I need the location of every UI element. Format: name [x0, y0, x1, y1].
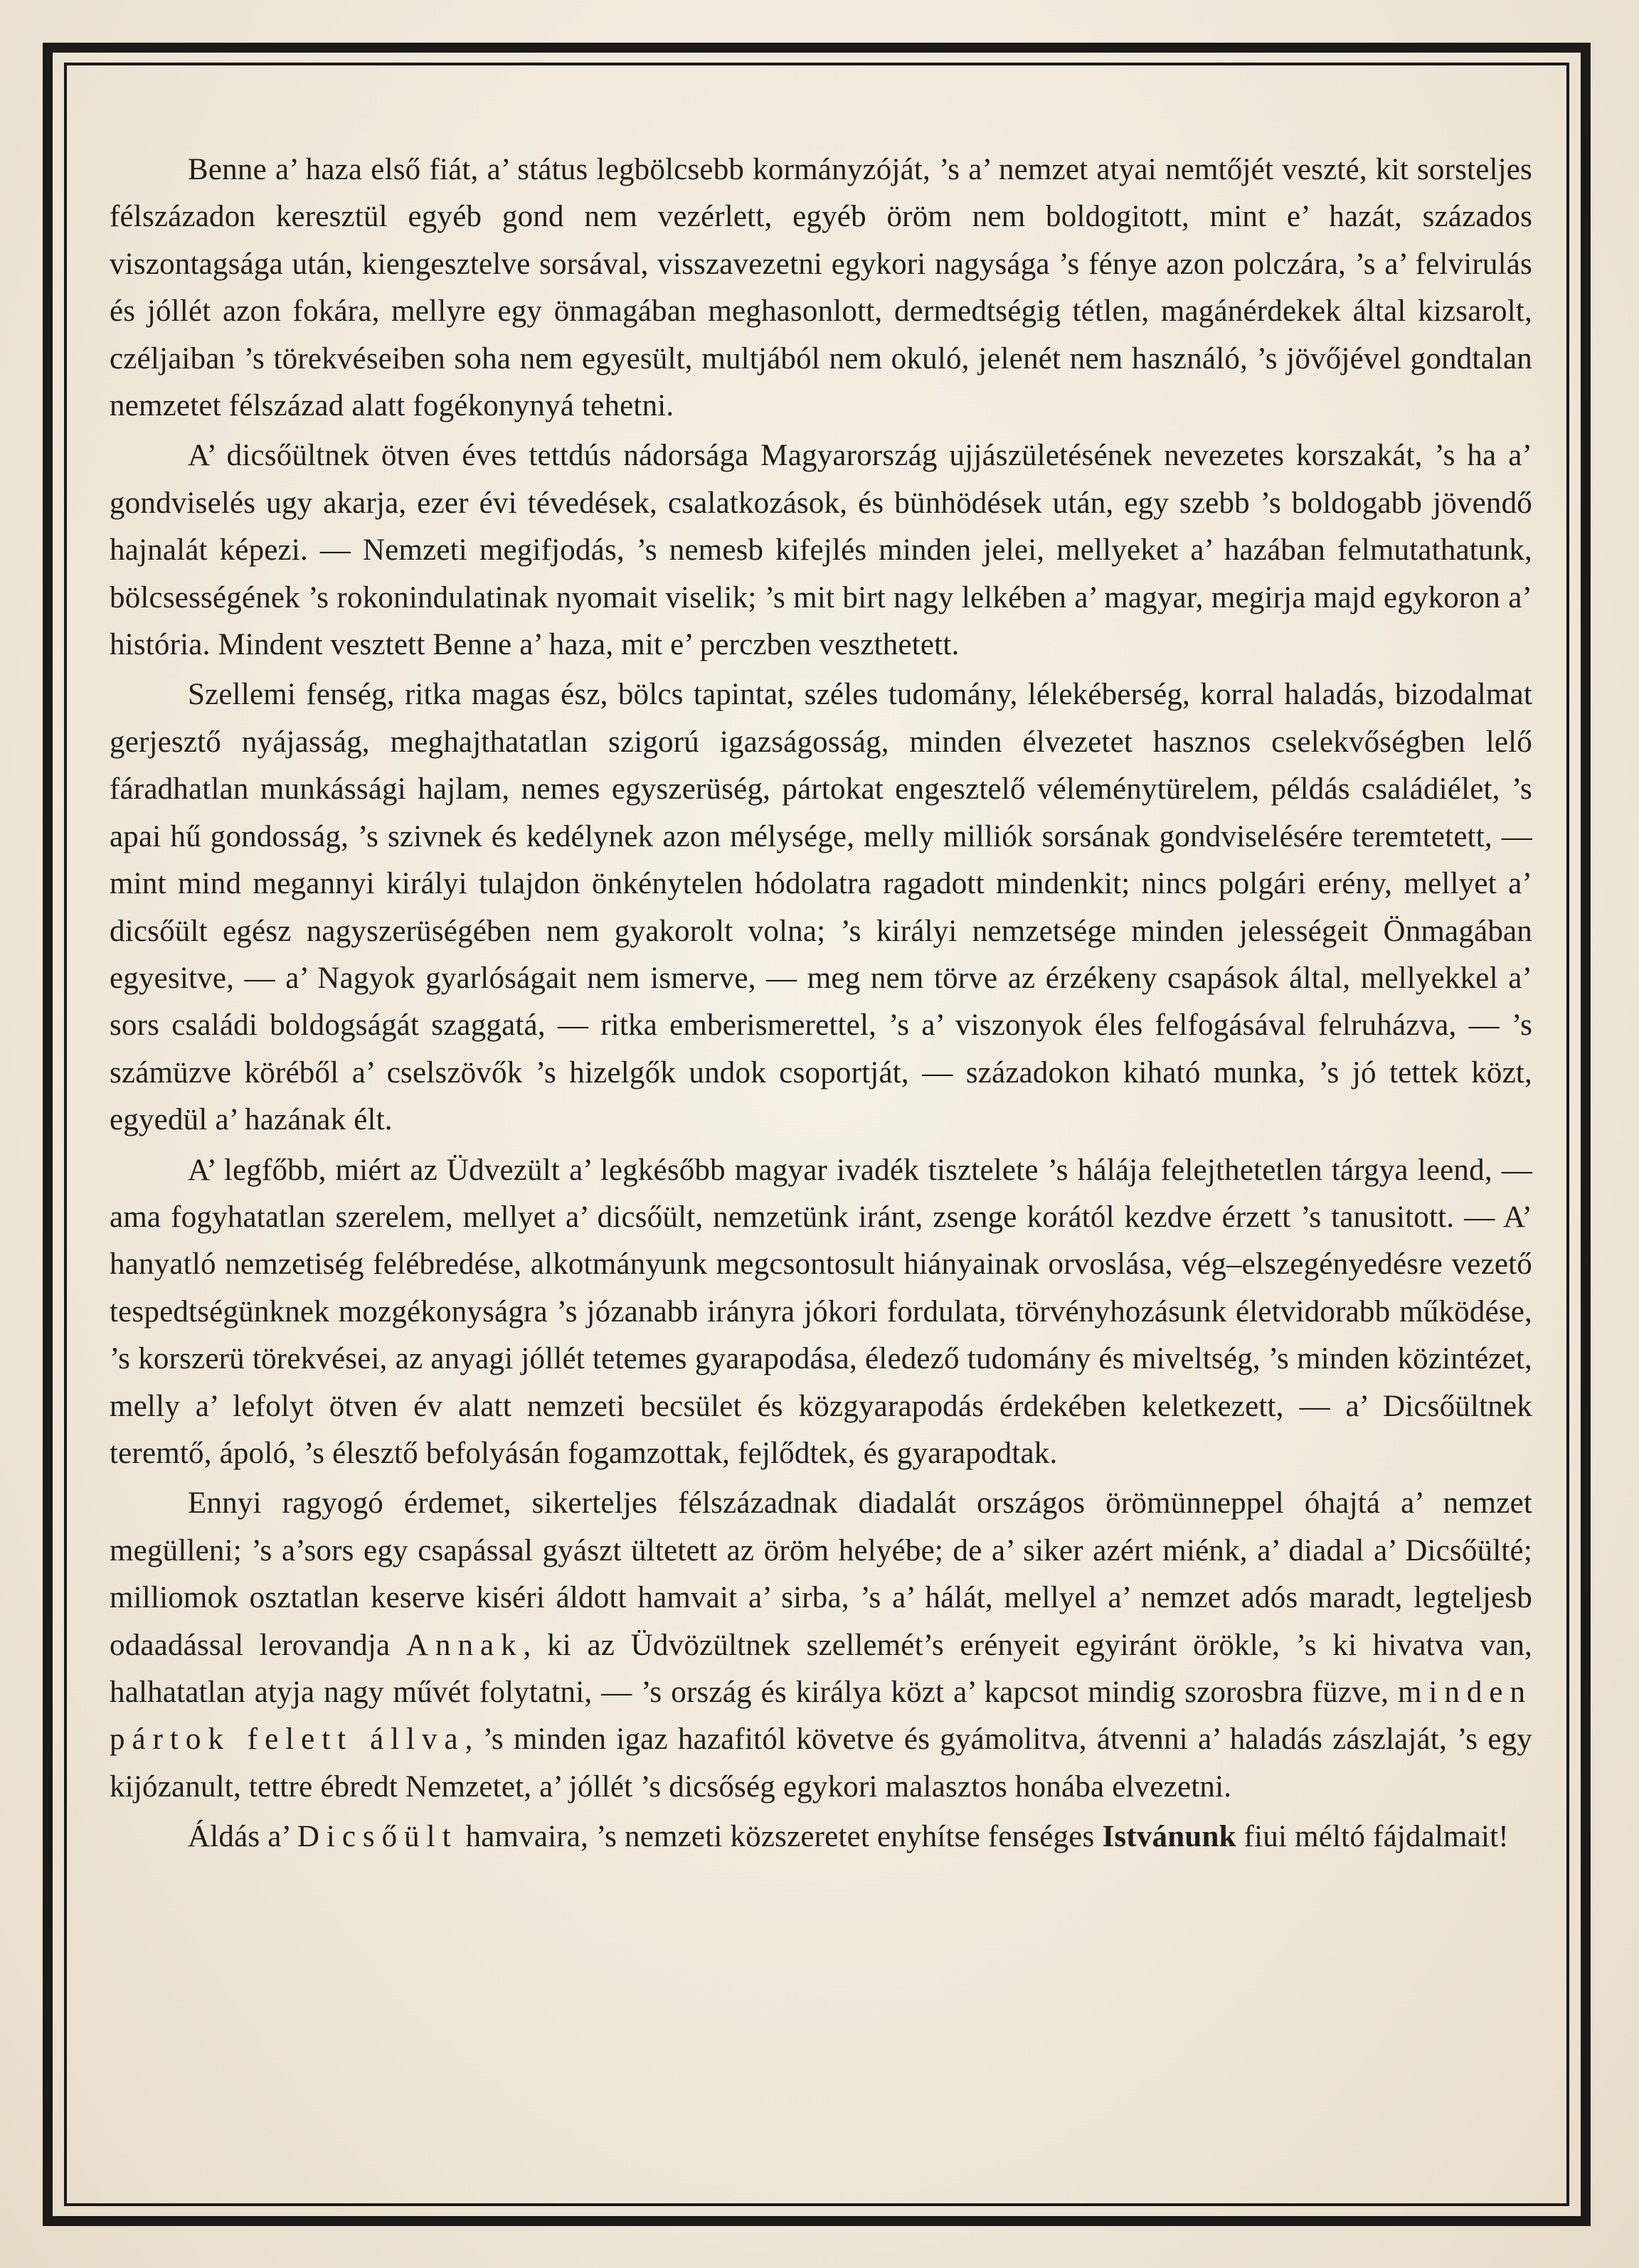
paragraph-6	[110, 1814, 1532, 1860]
paragraph-3	[110, 671, 1532, 1144]
paragraph-segment: A’ legfőbb, miért az Üdvezült a’ legkésőbb magyar ivadék tisztelete ’s hálája felejthetetlen tárgya leend, — ama fogyhatatlan szerelem, mellyet a’ dicsőült, nemzetünk iránt, zsenge korától kezdve érzett ’s tanusitott. — A’ hanyatló nemzetiség felébredése, alkotmányunk megcsontosult hiányainak orvoslása, vég–elszegényedésre vezető tespedtségünknek mozgékonyságra ’s józanabb irányra jókori fordulata, törvényhozásunk életvidorabb működése, ’s korszerü törekvései, az anyagi jóllét tetemes gyarapodása, éledező tudomány és miveltség, ’s minden közintézet, melly a’ lefolyt ötven év alatt nemzeti becsület és közgyarapodás érdekében keletkezett, — a’ Dicsőültnek teremtő, ápoló, ’s élesztő befolyásán fogamzottak, fejlődtek, és gyarapodtak.	[110, 1153, 1532, 1470]
paragraph-5	[110, 1480, 1532, 1811]
paragraph-2	[110, 432, 1532, 669]
paragraph-segment: Ennyi ragyogó érdemet, sikerteljes félszázadnak diadalát országos örömünneppel óhajtá a’ nemzet megülleni; ’s a’sors egy csapással gyászt ültetett az öröm helyébe; de a’ siker azért miénk, a’ diadal a’ Dicsőülté; milliomok osztatlan keserve kiséri áldott hamvait a’ sirba, ’s a’ hálát, mellyel a’ nemzet adós maradt, legteljesb odaadással lerovandja	[110, 1486, 1532, 1662]
paragraph-segment: A’ dicsőültnek ötven éves tettdús nádorsága Magyarország ujjászületésének nevezetes korszakát, ’s ha a’ gondviselés ugy akarja, ezer évi tévedések, csalatkozások, és bünhödések után, egy szebb ’s boldogabb jövendő hajnalát képezi. — Nemzeti megifjodás, ’s nemesb kifejlés minden jelei, mellyeket a’ hazában felmutathatunk, bölcsességének ’s rokonindulatinak nyomait viselik; ’s mit birt nagy lelkében a’ magyar, megirja majd egykoron a’ história. Mindent vesztett Benne a’ haza, mit e’ perczben veszthetett.	[110, 439, 1532, 662]
paragraph-segment-spaced: minden pártok felett állva	[110, 1676, 1532, 1757]
paragraph-segment: , ’s minden igaz hazafitól követve és gyámolitva, átvenni a’ haladás zászlaját, ’s egy kijózanult, tettre ébredt Nemzetet, a’ jóllét ’s dicsőség egykori malasztos honába elvezetni.	[110, 1723, 1532, 1804]
paragraph-segment: fiui méltó fájdalmait!	[1236, 1820, 1509, 1854]
paragraph-4	[110, 1147, 1532, 1478]
paragraph-segment: Szellemi fenség, ritka magas ész, bölcs tapintat, széles tudomány, lélekéberség, korral haladás, bizodalmat gerjesztő nyájasság, meghajthatatlan szigorú igazságosság, minden élvezetet hasznos cselekvőségben lelő fáradhatlan munkássági hajlam, nemes egyszerüség, pártokat engesztelő véleménytürelem, példás családiélet, ’s apai hű gondosság, ’s szivnek és kedélynek azon mélysége, melly milliók sorsának gondviselésére teremtetett, — mint mind megannyi királyi tulajdon önkénytelen hódolatra ragadott mindenkit; nincs polgári erény, mellyet a’ dicsőült egész nagyszerüségében nem gyakorolt volna; ’s királyi nemzetsége minden jelességeit Önmagában egyesitve, — a’ Nagyok gyarlóságait nem ismerve, — meg nem törve az érzékeny csapások által, mellyekkel a’ sors családi boldogságát szaggatá, — ritka emberismerettel, ’s a’ viszonyok éles felfogásával felruházva, — ’s számüzve köréből a’ cselszövők ’s hizelgők undok csoportját, — századokon kiható munka, ’s jó tettek közt, egyedül a’ hazának élt.	[110, 678, 1532, 1137]
document-body	[110, 147, 1532, 1864]
paragraph-segment: Áldás a’	[188, 1820, 297, 1854]
paragraph-segment-bold: Istvánunk	[1102, 1820, 1236, 1854]
paragraph-segment: hamvaira, ’s nemzeti közszeretet enyhítse fenséges	[457, 1820, 1103, 1854]
paragraph-segment-spaced: Dicsőült	[297, 1820, 458, 1854]
paragraph-segment: , ki az Üdvözültnek szellemét’s erényeit egyiránt örökle, ’s ki hivatva van, halhatatlan atyja nagy művét folytatni, — ’s ország és királya közt a’ kapcsot mindig szorosbra füzve,	[110, 1628, 1532, 1709]
paragraph-1	[110, 147, 1532, 430]
paragraph-segment: Benne a’ haza első fiát, a’ státus legbölcsebb kormányzóját, ’s a’ nemzet atyai nemtőjét veszté, kit sorsteljes félszázadon keresztül egyéb gond nem vezérlett, egyéb öröm nem boldogitott, mint e’ hazát, százados viszontagsága után, kiengesztelve sorsával, visszavezetni egykori nagysága ’s fénye azon polczára, ’s a’ felvirulás és jóllét azon fokára, mellyre egy önmagában meghasonlott, dermedtségig tétlen, magánérdekek által kizsarolt, czéljaiban ’s törekvéseiben soha nem egyesült, multjából nem okuló, jelenét nem használó, ’s jövőjével gondtalan nemzetet félszázad alatt fogékonynyá tehetni.	[110, 153, 1532, 423]
paragraph-segment-spaced: Annak	[405, 1628, 524, 1662]
